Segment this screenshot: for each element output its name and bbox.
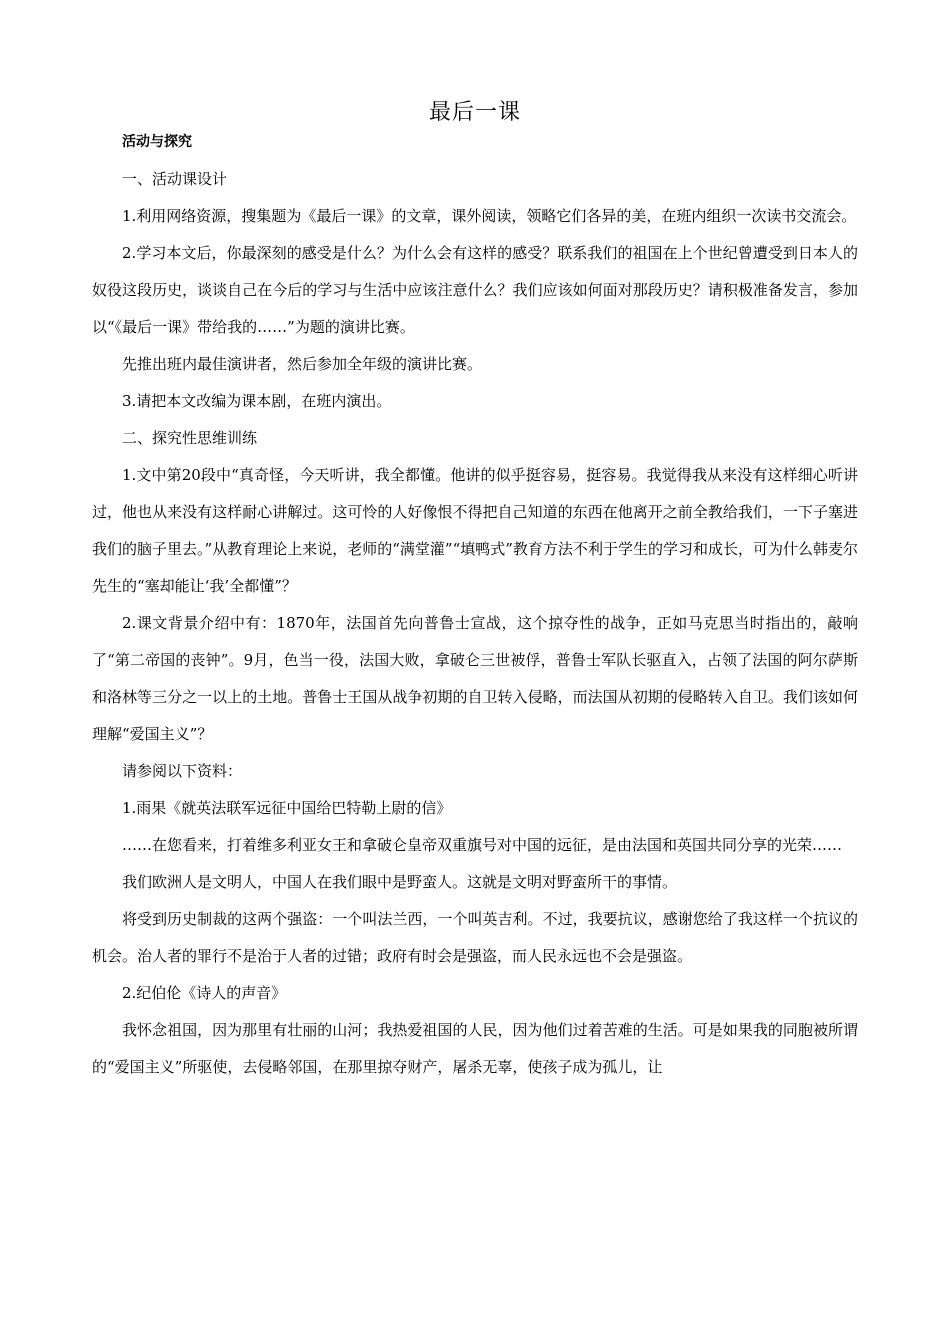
paragraph-references-intro: 请参阅以下资料： <box>122 762 243 780</box>
document-body <box>92 124 858 1086</box>
paragraph-hugo-quote-2: 我们欧洲人是文明人，中国人在我们眼中是野蛮人。这就是文明对野蛮所干的事情。 <box>122 873 678 891</box>
paragraph-speech-note: 先推出班内最佳演讲者，然后参加全年级的演讲比赛。 <box>122 355 483 373</box>
paragraph-question-1: 1.文中第20段中“真奇怪，今天听讲，我全都懂。他讲的似乎挺容易，挺容易。我觉得我从来没有这样细心听讲过，他也从来没有这样耐心讲解过。这可怜的人好像恨不得把自己知道的东西在他离开之前全教给我们，一下子塞进我们的脑子里去。”从教育理论上来说，老师的“满堂灌”“填鸭式”教育方法不利于学生的学习和成长，可为什么韩麦尔先生的“塞却能让‘我’全都懂”？ <box>92 466 858 595</box>
subheading-activity-design: 一、活动课设计 <box>122 170 228 188</box>
paragraph-gibran-quote: 我怀念祖国，因为那里有壮丽的山河；我热爱祖国的人民，因为他们过着苦难的生活。可是如果我的同胞被所谓的“爱国主义”所驱使，去侵略邻国，在那里掠夺财产，屠杀无辜，使孩子成为孤儿，让 <box>92 1021 858 1076</box>
section-heading-activity-explore: 活动与探究 <box>122 134 192 150</box>
paragraph-question-2: 2.课文背景介绍中有：1870年，法国首先向普鲁士宣战，这个掠夺性的战争，正如马克思当时指出的，敲响了“第二帝国的丧钟”。9月，色当一役，法国大败，拿破仑三世被俘，普鲁士军队长驱直入，占领了法国的阿尔萨斯和洛林等三分之一以上的土地。普鲁士王国从战争初期的自卫转入侵略，而法国从初期的侵略转入自卫。我们该如何理解“爱国主义”？ <box>92 614 858 743</box>
paragraph-item-3: 3.请把本文改编为课本剧，在班内演出。 <box>122 392 392 410</box>
paragraph-item-2: 2.学习本文后，你最深刻的感受是什么？为什么会有这样的感受？联系我们的祖国在上个世纪曾遭受到日本人的奴役这段历史，谈谈自己在今后的学习与生活中应该注意什么？我们应该如何面对那段历史？请积极准备发言，参加以“《最后一课》带给我的……”为题的演讲比赛。 <box>92 244 858 336</box>
paragraph-item-1: 1.利用网络资源，搜集题为《最后一课》的文章，课外阅读，领略它们各异的美，在班内组织一次读书交流会。 <box>122 207 857 225</box>
document-title: 最后一课 <box>428 100 521 125</box>
subheading-thinking-training: 二、探究性思维训练 <box>122 429 258 447</box>
paragraph-hugo-quote-1: ……在您看来，打着维多利亚女王和拿破仑皇帝双重旗号对中国的远征，是由法国和英国共同分享的光荣…… <box>122 836 843 854</box>
paragraph-hugo-quote-3: 将受到历史制裁的这两个强盗：一个叫法兰西，一个叫英吉利。不过，我要抗议，感谢您给了我这样一个抗议的机会。治人者的罪行不是治于人者的过错；政府有时会是强盗，而人民永远也不会是强盗。 <box>92 910 858 965</box>
paragraph-reference-hugo-title: 1.雨果《就英法联军远征中国给巴特勒上尉的信》 <box>122 799 452 817</box>
paragraph-reference-gibran-title: 2.纪伯伦《诗人的声音》 <box>122 984 287 1002</box>
